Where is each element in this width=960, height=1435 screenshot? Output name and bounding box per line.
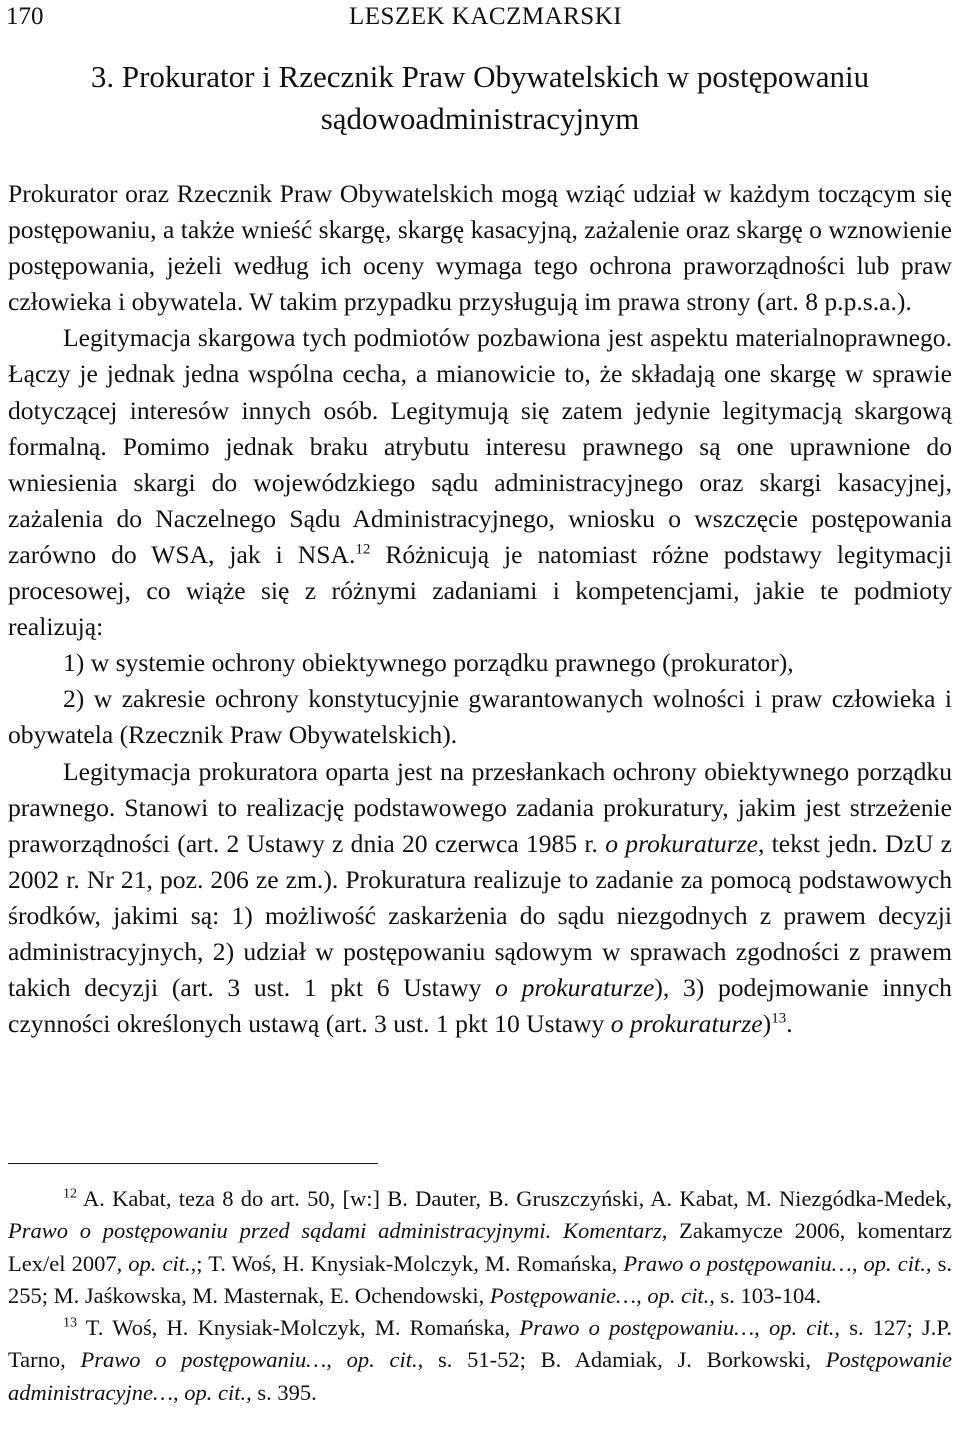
footnote-12-text-g: , s. 103-104. — [709, 1282, 822, 1308]
footnote-12-italic-1: Prawo o postępowaniu przed sądami administracyjnymi. Komentarz — [8, 1218, 662, 1244]
footnote-12-italic-4: op. cit. — [863, 1250, 926, 1276]
footnotes — [8, 1183, 952, 1409]
footnote-divider — [8, 1163, 378, 1164]
footnote-12-italic-6: op. cit. — [647, 1282, 710, 1308]
paragraph-1: Prokurator oraz Rzecznik Praw Obywatelskich mogą wziąć udział w każdym toczącym się postępowaniu, a także wnieść skargę, skargę kasacyjną, zażalenie oraz skargę o wznowienie postępowania, jeżeli według ich oceny wymaga tego ochrona praworządności lub praw człowieka i obywatela. W takim przypadku przysługują im prawa strony (art. 8 p.p.s.a.). — [8, 179, 952, 317]
footnote-13-text-e: , s. 51-52; B. Adamiak, J. Borkowski, — [417, 1347, 826, 1373]
paragraph-3-text-c: ), 3) podejmowanie innych czynności określonych ustawą (art. 3 ust. 1 pkt 10 Ustawy — [8, 973, 952, 1039]
section-heading-line1: 3. Prokurator i Rzecznik Praw Obywatelskich w postępowaniu — [90, 59, 870, 94]
footnote-13-italic-1: Prawo o postępowaniu… — [519, 1315, 755, 1341]
running-header — [6, 0, 952, 34]
footnote-12-italic-5: Postępowanie… — [489, 1282, 637, 1308]
footnote-12-italic-3: Prawo o postępowaniu… — [623, 1250, 852, 1276]
footnote-13-italic-6: op. cit. — [184, 1379, 247, 1405]
footnote-13-text-f: , — [172, 1379, 185, 1405]
footnote-ref-12: 12 — [355, 541, 371, 558]
footnote-13-text-g: , s. 395. — [246, 1379, 317, 1405]
paragraph-3-text-d: ) — [762, 1009, 772, 1039]
footnote-12-text-a: A. Kabat, teza 8 do art. 50, [w:] B. Dauter, B. Gruszczyński, A. Kabat, M. Niezgódka-Medek, — [77, 1186, 952, 1211]
running-title: LESZEK KACZMARSKI — [349, 3, 623, 30]
footnote-13-text-b: , — [754, 1315, 769, 1341]
footnote-12-text-d: , — [851, 1250, 864, 1276]
footnote-ref-13: 13 — [771, 1010, 787, 1027]
footnote-13-italic-2: op. cit. — [768, 1315, 835, 1341]
paragraph-3-text-e: . — [786, 1009, 793, 1039]
footnote-13-text-a: T. Woś, H. Knysiak-Molczyk, M. Romańska, — [77, 1315, 520, 1341]
footnote-12-number: 12 — [63, 1186, 77, 1202]
list-item-2: 2) w zakresie ochrony konstytucyjnie gwarantowanych wolności i praw człowieka i obywatela (Rzecznik Praw Obywatelskich). — [8, 684, 952, 750]
footnote-12-text-b: , Zakamycze 2006, komentarz Lex/el 2007, — [8, 1218, 952, 1276]
footnote-12 — [8, 1183, 952, 1312]
footnote-12-text-f: , — [636, 1282, 648, 1308]
paragraph-3-italic-1: o prokuraturze — [605, 828, 758, 858]
footnote-13-italic-4: op. cit. — [346, 1347, 418, 1373]
footnote-13-text-c: , s. 127; J.P. Tarno, — [8, 1315, 952, 1373]
footnote-13-text-d: , — [326, 1347, 347, 1373]
body-text — [8, 176, 952, 1042]
footnote-13-number: 13 — [63, 1315, 77, 1331]
list-item-1: 1) w systemie ochrony obiektywnego porządku prawnego (prokurator), — [63, 648, 794, 678]
page-number: 170 — [6, 3, 44, 30]
paragraph-2 — [8, 320, 952, 645]
footnote-12-text-c: ,; T. Woś, H. Knysiak-Molczyk, M. Romańska, — [190, 1250, 624, 1276]
paragraph-3 — [8, 754, 952, 1043]
footnote-12-text-e: , s. 255; M. Jaśkowska, M. Masternak, E. Ochendowski, — [8, 1250, 952, 1308]
paragraph-2-text-b: Różnicują je natomiast różne podstawy legitymacji procesowej, co wiąże się z różnymi zadaniami i kompetencjami, jakie te podmioty realizują: — [8, 539, 952, 642]
paragraph-3-text-b: , tekst jedn. DzU z 2002 r. Nr 21, poz. 206 ze zm.). Prokuratura realizuje to zadanie za pomocą podstawowych środków, jakimi są: 1) możliwość zaskarżenia do sądu niezgodnych z prawem decyzji administracyjnych, 2) udział w postępowaniu sądowym w sprawach zgodności z prawem takich decyzji (art. 3 ust. 1 pkt 6 Ustawy — [8, 828, 952, 1003]
section-heading-line2: sądowoadministracyjnym — [320, 101, 640, 136]
footnote-13 — [8, 1312, 952, 1409]
section-heading — [30, 56, 930, 140]
footnote-13-italic-5: Postępowanie administracyjne… — [8, 1347, 952, 1405]
paragraph-2-text-a: Legitymacja skargowa tych podmiotów pozbawiona jest aspektu materialnoprawnego. Łączy je jednak jedna wspólna cecha, a mianowicie to, że składają one skargę w sprawie dotyczącej interesów innych osób. Legitymują się zatem jedynie legitymacją skargową formalną. Pomimo jednak braku atrybutu interesu prawnego są one uprawnione do wniesienia skargi do wojewódzkiego sądu administracyjnego oraz skargi kasacyjnej, zażalenia do Naczelnego Sądu Administracyjnego, wniosku o wszczęcie postępowania zarówno do WSA, jak i NSA. — [8, 323, 952, 569]
paragraph-3-italic-3: o prokuraturze — [610, 1009, 763, 1039]
paragraph-3-text-a: Legitymacja prokuratora oparta jest na przesłankach ochrony obiektywnego porządku prawnego. Stanowi to realizację podstawowego zadania prokuratury, jakim jest strzeżenie praworządności (art. 2 Ustawy z dnia 20 czerwca 1985 r. — [8, 756, 952, 858]
footnote-13-italic-3: Prawo o postępowaniu… — [80, 1347, 327, 1373]
paragraph-3-italic-2: o prokuraturze — [495, 973, 655, 1003]
footnote-12-italic-2: op. cit. — [128, 1250, 191, 1276]
